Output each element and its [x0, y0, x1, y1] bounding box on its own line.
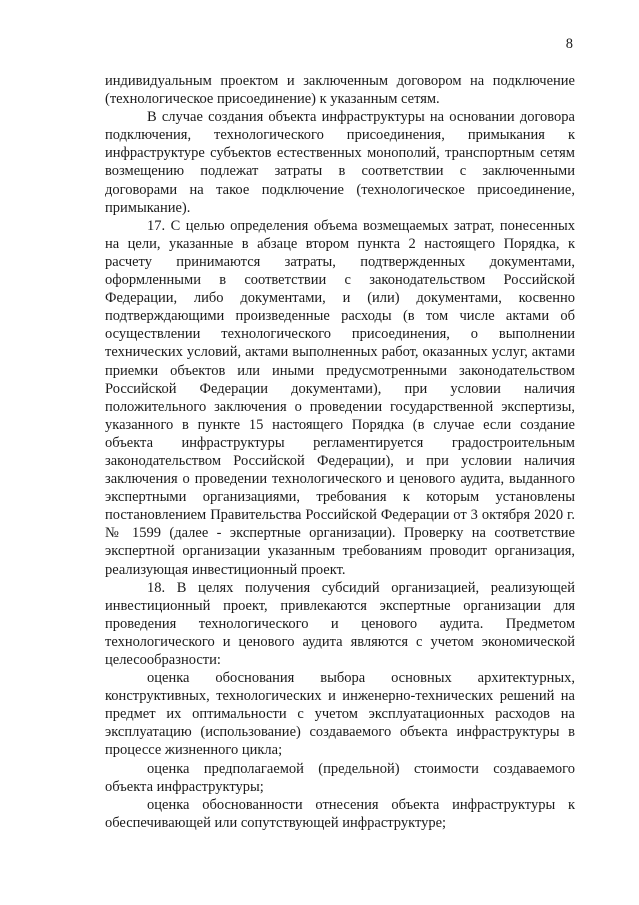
document-body	[105, 72, 575, 832]
list-item: оценка обоснованности отнесения объекта инфраструктуры к обеспечивающей или сопутствующей инфраструктуре;	[105, 796, 575, 831]
page-number: 8	[565, 36, 573, 52]
list-item: оценка предполагаемой (предельной) стоимости создаваемого объекта инфраструктуры;	[105, 760, 575, 795]
paragraph: В случае создания объекта инфраструктуры на основании договора подключения, технологического присоединения, примыкания к инфраструктуре субъектов естественных монополий, транспортным сетям возмещению подлежат затраты в соответствии с заключенными договорами на такое подключение (технологическое присоединение, примыкание).	[105, 109, 575, 216]
paragraph-item-17: 17. С целью определения объема возмещаемых затрат, понесенных на цели, указанные в абзаце втором пункта 2 настоящего Порядка, к расчету принимаются затраты, подтвержденных документами, оформленными в соответствии с законодательством Российской Федерации, либо документами, и (или) документами, косвенно подтверждающими произведенные расходы (в том числе актами об осуществлении технологического присоединения, о выполнении технических условий, актами выполненных работ, оказанных услуг, актами приемки объектов или иными предусмотренными законодательством Российской Федерации документами), при условии наличия положительного заключения о проведении государственной экспертизы, указанного в пункте 15 настоящего Порядка (в случае если создание объекта инфраструктуры регламентируется градостроительным законодательством Российской Федерации), и при условии наличия заключения о проведении технологического и ценового аудита, выданного экспертными организациями, требования к которым установлены постановлением Правительства Российской Федерации от 3 октября 2020 г. № 1599 (далее - экспертные организации). Проверку на соответствие экспертной организации указанным требованиям проводит организация, реализующая инвестиционный проект.	[105, 217, 575, 578]
paragraph-item-18: 18. В целях получения субсидий организацией, реализующей инвестиционный проект, привлекаются экспертные организации для проведения технологического и ценового аудита. Предметом технологического и ценового аудита являются с учетом экономической целесообразности:	[105, 579, 575, 668]
list-item: оценка обоснования выбора основных архитектурных, конструктивных, технологических и инженерно-технических решений на предмет их оптимальности с учетом эксплуатационных расходов на эксплуатацию (использование) создаваемого объекта инфраструктуры в процессе жизненного цикла;	[105, 670, 575, 759]
paragraph: индивидуальным проектом и заключенным договором на подключение (технологическое присоединение) к указанным сетям.	[105, 73, 575, 108]
